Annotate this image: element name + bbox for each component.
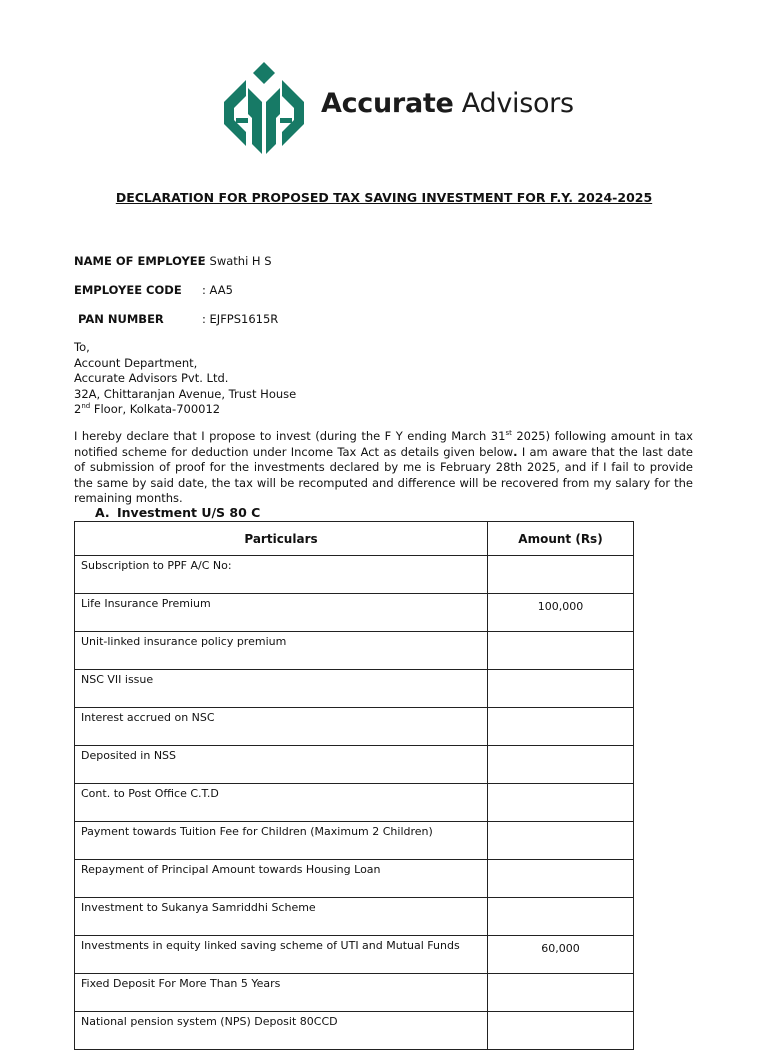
amount-cell	[488, 746, 634, 784]
address-line: To,	[74, 340, 90, 354]
particular-cell: Unit-linked insurance policy premium	[75, 632, 488, 670]
table-row	[75, 860, 634, 898]
amount-header: Amount (Rs)	[488, 522, 634, 556]
particular-cell: National pension system (NPS) Deposit 80CCD	[75, 1012, 488, 1050]
amount-cell	[488, 670, 634, 708]
pan-number-label: PAN NUMBER	[78, 312, 164, 326]
table-row	[75, 746, 634, 784]
particular-cell: Repayment of Principal Amount towards Housing Loan	[75, 860, 488, 898]
employee-name-row	[74, 254, 272, 268]
brand-name	[321, 88, 574, 119]
particular-cell: Cont. to Post Office C.T.D	[75, 784, 488, 822]
particular-cell: Life Insurance Premium	[75, 594, 488, 632]
particular-cell: NSC VII issue	[75, 670, 488, 708]
employee-code-value: : AA5	[202, 283, 233, 297]
particulars-header: Particulars	[75, 522, 488, 556]
table-row	[75, 784, 634, 822]
amount-cell	[488, 1012, 634, 1050]
table-row	[75, 822, 634, 860]
table-row	[75, 594, 634, 632]
table-row	[75, 936, 634, 974]
amount-cell	[488, 860, 634, 898]
pan-number-row	[78, 312, 279, 326]
section-heading	[95, 505, 260, 520]
investment-table	[74, 521, 634, 1050]
particular-cell: Investments in equity linked saving scheme of UTI and Mutual Funds	[75, 936, 488, 974]
amount-cell: 100,000	[488, 594, 634, 632]
brand-name-regular: Advisors	[461, 88, 574, 119]
amount-cell	[488, 974, 634, 1012]
amount-cell: 60,000	[488, 936, 634, 974]
declaration-paragraph: I hereby declare that I propose to invest (during the F Y ending March 31st 2025) following amount in tax notified scheme for deduction under Income Tax Act as details given below. I am aware that the last date of submission of proof for the investments declared by me is February 28th 2025, and if I fail to provide the same by said date, the tax will be recomputed and difference will be recovered from my salary for the remaining months.	[74, 429, 694, 505]
section-title: Investment U/S 80 C	[117, 505, 261, 520]
amount-cell	[488, 556, 634, 594]
address-line: Account Department,	[74, 355, 198, 370]
employee-code-label: EMPLOYEE CODE	[74, 283, 182, 297]
table-row	[75, 974, 634, 1012]
table-header-row	[75, 522, 634, 556]
particular-cell: Interest accrued on NSC	[75, 708, 488, 746]
table-row	[75, 708, 634, 746]
particular-cell: Deposited in NSS	[75, 746, 488, 784]
amount-cell	[488, 784, 634, 822]
aa-monogram-icon	[222, 62, 312, 154]
table-row	[75, 556, 634, 594]
table-row	[75, 670, 634, 708]
recipient-address	[74, 340, 296, 418]
company-logo	[222, 62, 574, 154]
address-line: Accurate Advisors Pvt. Ltd.	[74, 371, 229, 385]
particular-cell: Payment towards Tuition Fee for Children (Maximum 2 Children)	[75, 822, 488, 860]
document-title: DECLARATION FOR PROPOSED TAX SAVING INVESTMENT FOR F.Y. 2024-2025	[115, 190, 653, 205]
address-line: 32A, Chittaranjan Avenue, Trust House	[74, 386, 297, 401]
amount-cell	[488, 822, 634, 860]
employee-code-row	[74, 283, 233, 297]
amount-cell	[488, 898, 634, 936]
pan-number-value: : EJFPS1615R	[202, 312, 279, 326]
table-row	[75, 898, 634, 936]
address-line-floor: 2nd Floor, Kolkata-700012	[74, 402, 221, 416]
brand-name-bold: Accurate	[321, 88, 454, 119]
employee-name-value: : Swathi H S	[202, 254, 272, 268]
amount-cell	[488, 632, 634, 670]
employee-name-label: NAME OF EMPLOYEE	[74, 254, 206, 268]
table-row	[75, 632, 634, 670]
particular-cell: Fixed Deposit For More Than 5 Years	[75, 974, 488, 1012]
section-letter: A.	[95, 505, 110, 520]
amount-cell	[488, 708, 634, 746]
particular-cell: Investment to Sukanya Samriddhi Scheme	[75, 898, 488, 936]
table-row	[75, 1012, 634, 1050]
particular-cell: Subscription to PPF A/C No:	[75, 556, 488, 594]
